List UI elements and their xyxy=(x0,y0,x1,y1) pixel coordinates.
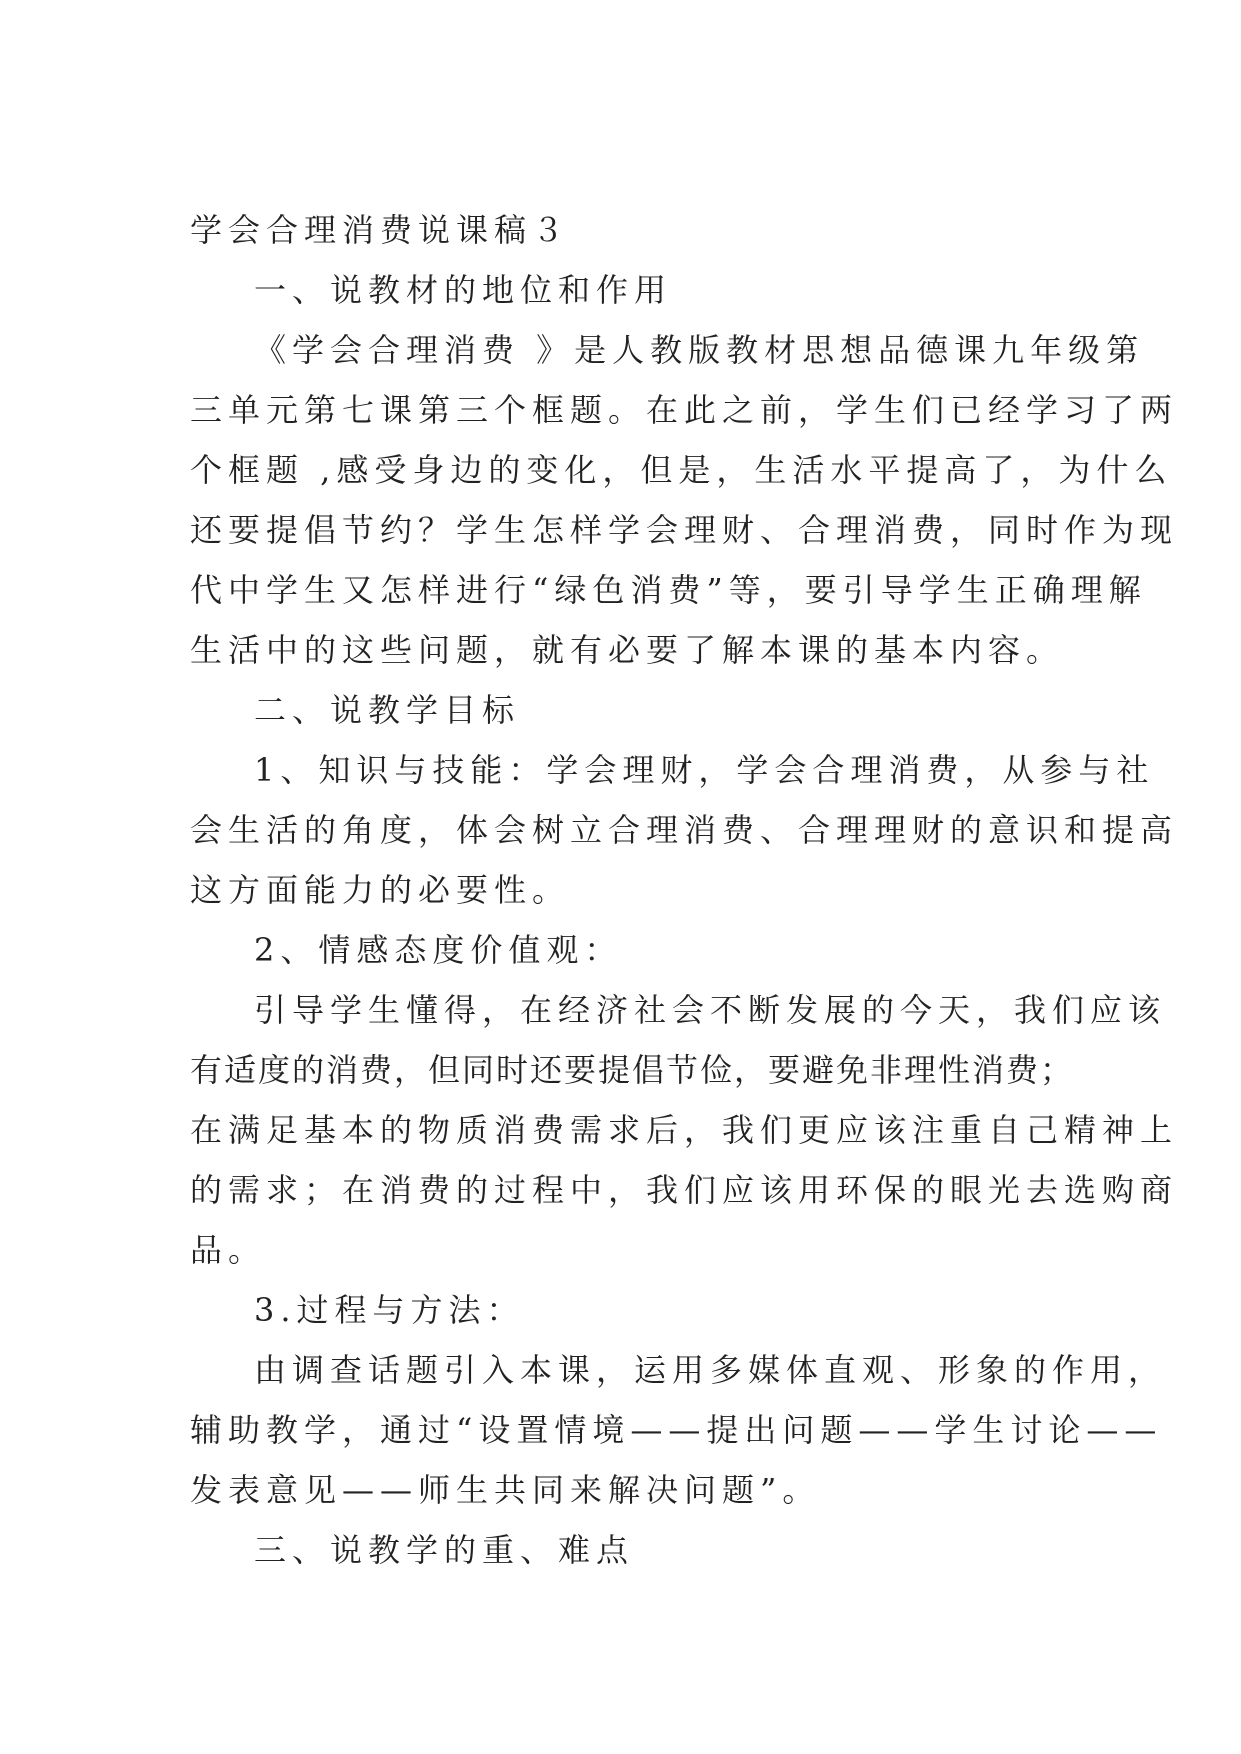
paragraph-line: 生活中的这些问题，就有必要了解本课的基本内容。 xyxy=(190,631,1065,669)
paragraph-line: 还要提倡节约？学生怎样学会理财、合理消费，同时作为现 xyxy=(190,511,1179,549)
subsection-heading: 2、情感态度价值观： xyxy=(254,931,623,969)
paragraph-line: 发表意见——师生共同来解决问题”。 xyxy=(190,1471,821,1509)
paragraph-line: 品。 xyxy=(190,1231,267,1269)
paragraph-line: 《学会合理消费 》是人教版教材思想品德课九年级第 xyxy=(254,331,1145,369)
paragraph-line: 个框题 ,感受身边的变化，但是，生活水平提高了，为什么 xyxy=(190,451,1173,489)
section-heading: 一、说教材的地位和作用 xyxy=(254,271,673,309)
paragraph-line: 辅助教学，通过“设置情境——提出问题——学生讨论—— xyxy=(190,1411,1163,1449)
document-title: 学会合理消费说课稿３ xyxy=(190,211,571,249)
paragraph-line: 会生活的角度，体会树立合理消费、合理理财的意识和提高 xyxy=(190,811,1179,849)
paragraph-line: 引导学生懂得，在经济社会不断发展的今天，我们应该 xyxy=(254,991,1167,1029)
section-heading: 二、说教学目标 xyxy=(254,691,521,729)
paragraph-line: 由调查话题引入本课，运用多媒体直观、形象的作用， xyxy=(254,1351,1167,1389)
paragraph-line: 1、知识与技能：学会理财，学会合理消费，从参与社 xyxy=(254,751,1155,789)
paragraph-line: 有适度的消费，但同时还要提倡节俭，要避免非理性消费； xyxy=(190,1051,1075,1089)
paragraph-line: 这方面能力的必要性。 xyxy=(190,871,571,909)
section-heading: 三、说教学的重、难点 xyxy=(254,1531,635,1569)
paragraph-line: 三单元第七课第三个框题。在此之前，学生们已经学习了两 xyxy=(190,391,1179,429)
paragraph-line: 在满足基本的物质消费需求后，我们更应该注重自己精神上 xyxy=(190,1111,1179,1149)
subsection-heading: 3.过程与方法： xyxy=(254,1291,525,1329)
paragraph-line: 的需求；在消费的过程中，我们应该用环保的眼光去选购商 xyxy=(190,1171,1179,1209)
paragraph-line: 代中学生又怎样进行“绿色消费”等，要引导学生正确理解 xyxy=(190,571,1147,609)
